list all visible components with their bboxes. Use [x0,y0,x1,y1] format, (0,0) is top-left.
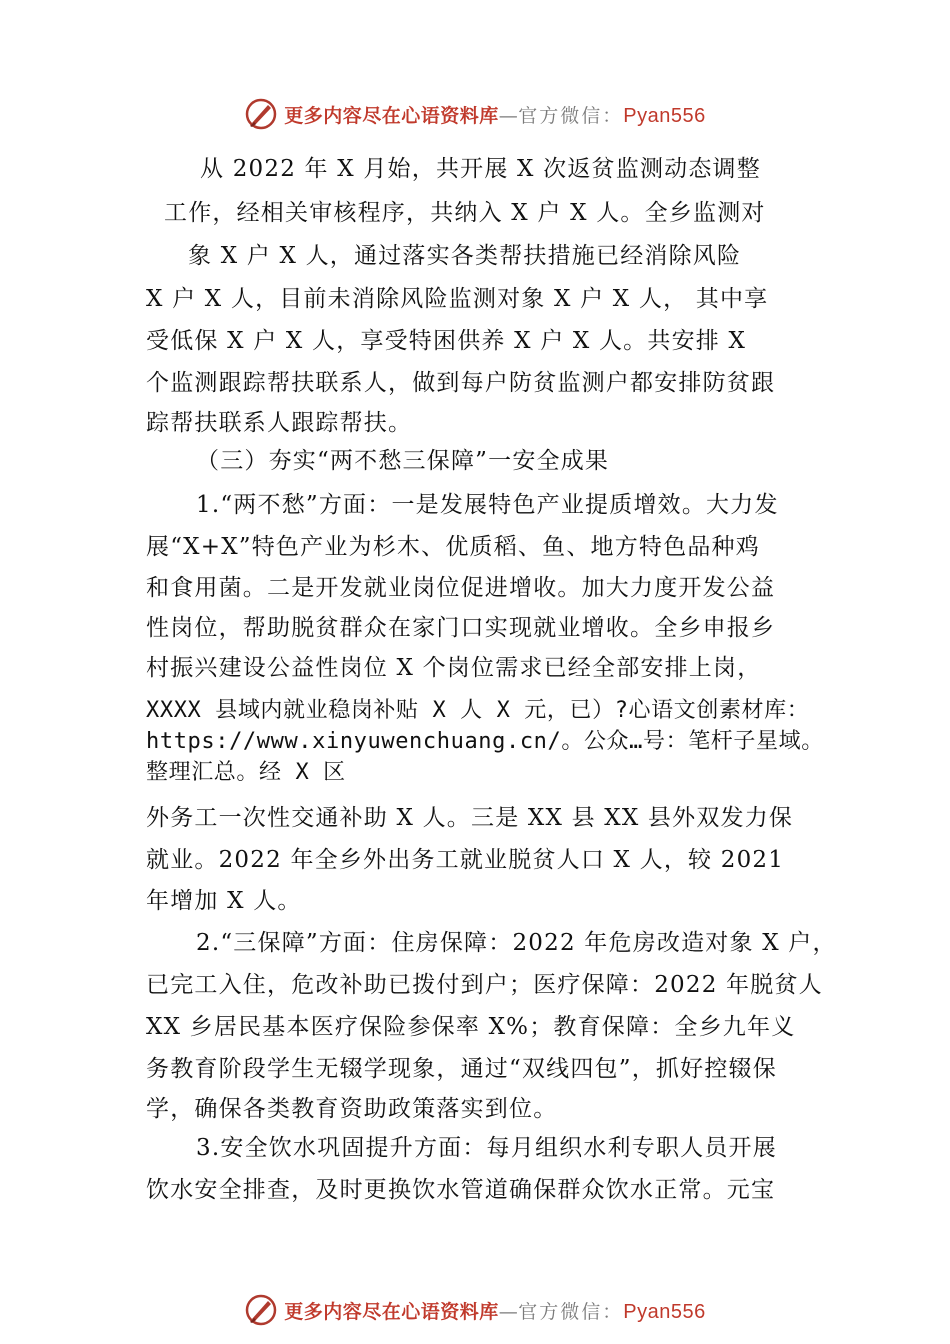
banner-text [284,101,706,128]
brush-logo-icon [244,1293,278,1327]
text-line: 展“X+X”特色产业为杉木、优质稻、鱼、地方特色品种鸡 [146,534,760,560]
text-line: 和食用菌。二是开发就业岗位促进增收。加大力度开发公益 [146,575,776,601]
text-line: X 户 X 人，目前未消除风险监测对象 X 户 X 人， 其中享 [146,286,769,312]
text-line: 从 2022 年 X 月始，共开展 X 次返贫监测动态调整 [200,156,761,182]
text-line: XX 乡居民基本医疗保险参保率 X%；教育保障：全乡九年义 [146,1014,796,1040]
text-line: 整理汇总。经 X 区 [146,760,346,785]
banner-wechat-label: 官方微信： [518,104,624,127]
text-line: 已完工入住，危改补助已拨付到户；医疗保障：2022 年脱贫人 [146,972,823,998]
banner-dash: — [498,104,519,127]
banner-dash: — [498,1300,519,1323]
header-banner [0,94,950,134]
text-line: 2.“三保障”方面：住房保障：2022 年危房改造对象 X 户， [196,930,837,956]
text-line: 性岗位，帮助脱贫群众在家门口实现就业增收。全乡申报乡 [146,615,776,641]
text-line: 3.安全饮水巩固提升方面：每月组织水利专职人员开展 [196,1135,777,1161]
text-line: 象 X 户 X 人，通过落实各类帮扶措施已经消除风险 [188,243,742,269]
text-line: 工作，经相关审核程序，共纳入 X 户 X 人。全乡监测对 [164,200,766,226]
banner-title: 更多内容尽在心语资料库 [284,1300,499,1323]
banner-wechat-id: Pyan556 [623,104,706,127]
text-line: 个监测跟踪帮扶联系人，做到每户防贫监测户都安排防贫跟 [146,370,776,396]
section-heading: （三）夯实“两不愁三保障”一安全成果 [196,448,610,474]
text-line: 外务工一次性交通补助 X 人。三是 XX 县 XX 县外双发力保 [146,805,794,831]
banner-text [284,1297,706,1324]
text-line: 年增加 X 人。 [146,888,302,914]
text-line: 村振兴建设公益性岗位 X 个岗位需求已经全部安排上岗， [146,655,762,681]
text-line: https://www.xinyuwenchuang.cn/。公众…号：笔杆子星域。 [146,729,824,754]
text-line: 学，确保各类教育资助政策落实到位。 [146,1096,558,1122]
text-line: 1.“两不愁”方面：一是发展特色产业提质增效。大力发 [196,492,779,518]
text-line: XXXX 县域内就业稳岗补贴 X 人 X 元，已）?心语文创素材库： [146,698,810,723]
brush-logo-icon [244,97,278,131]
text-line: 就业。2022 年全乡外出务工就业脱贫人口 X 人，较 2021 [146,847,785,873]
banner-title: 更多内容尽在心语资料库 [284,104,499,127]
text-line: 务教育阶段学生无辍学现象，通过“双线四包”，抓好控辍保 [146,1056,777,1082]
footer-banner [0,1290,950,1330]
text-line: 受低保 X 户 X 人，享受特困供养 X 户 X 人。共安排 X [146,328,747,354]
banner-wechat-id: Pyan556 [623,1300,706,1323]
banner-wechat-label: 官方微信： [518,1300,624,1323]
text-line: 踪帮扶联系人跟踪帮扶。 [146,410,413,436]
text-line: 饮水安全排查，及时更换饮水管道确保群众饮水正常。元宝 [146,1177,776,1203]
